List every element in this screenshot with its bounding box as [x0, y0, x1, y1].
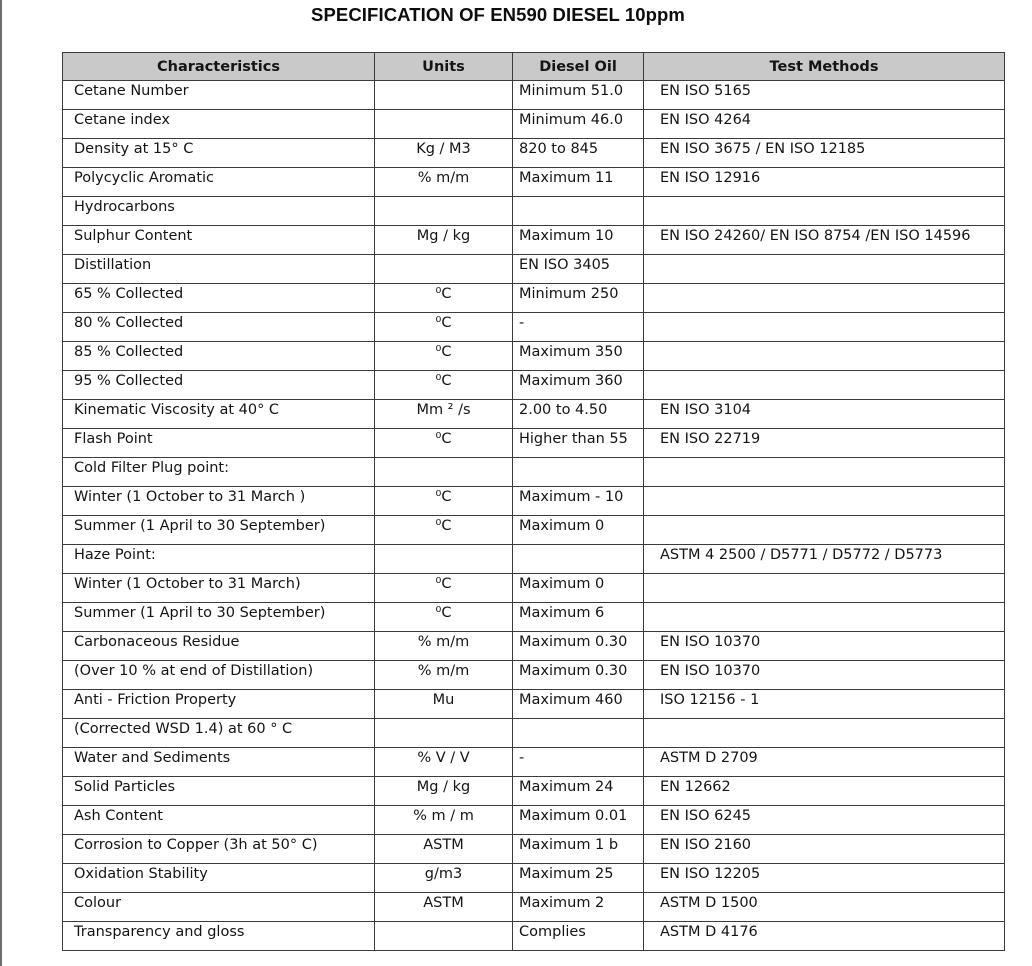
units-cell: % m/m — [375, 168, 513, 197]
table-row — [63, 719, 1005, 748]
characteristic-cell: Kinematic Viscosity at 40° C — [63, 400, 375, 429]
test-method-cell: ASTM 4 2500 / D5771 / D5772 / D5773 — [644, 545, 1005, 574]
test-method-cell — [644, 342, 1005, 371]
diesel-oil-cell: Maximum 2 — [513, 893, 644, 922]
table-row — [63, 603, 1005, 632]
test-method-cell: EN ISO 3104 — [644, 400, 1005, 429]
units-cell: ⁰C — [375, 371, 513, 400]
diesel-oil-cell: Maximum 0.30 — [513, 661, 644, 690]
table-row — [63, 893, 1005, 922]
diesel-oil-cell: Maximum 11 — [513, 168, 644, 197]
characteristic-cell: Corrosion to Copper (3h at 50° C) — [63, 835, 375, 864]
test-method-cell — [644, 255, 1005, 284]
test-method-cell: EN ISO 10370 — [644, 632, 1005, 661]
characteristic-cell: 85 % Collected — [63, 342, 375, 371]
units-cell: ⁰C — [375, 487, 513, 516]
units-cell: ASTM — [375, 893, 513, 922]
table-row — [63, 81, 1005, 110]
characteristic-cell: Summer (1 April to 30 September) — [63, 603, 375, 632]
table-row — [63, 458, 1005, 487]
units-cell: ⁰C — [375, 284, 513, 313]
units-cell — [375, 922, 513, 951]
diesel-oil-cell: Maximum 25 — [513, 864, 644, 893]
test-method-cell — [644, 487, 1005, 516]
table-row — [63, 342, 1005, 371]
table-body — [63, 81, 1005, 951]
units-cell — [375, 110, 513, 139]
test-method-cell: EN ISO 6245 — [644, 806, 1005, 835]
characteristic-cell: Summer (1 April to 30 September) — [63, 516, 375, 545]
header-characteristics: Characteristics — [63, 53, 375, 81]
characteristic-cell: Hydrocarbons — [63, 197, 375, 226]
page-edge-rule — [0, 0, 2, 966]
diesel-oil-cell — [513, 719, 644, 748]
specification-table — [62, 52, 1005, 951]
characteristic-cell: 80 % Collected — [63, 313, 375, 342]
test-method-cell: ISO 12156 - 1 — [644, 690, 1005, 719]
units-cell: ⁰C — [375, 313, 513, 342]
characteristic-cell: Cetane Number — [63, 81, 375, 110]
header-units: Units — [375, 53, 513, 81]
characteristic-cell: Distillation — [63, 255, 375, 284]
header-diesel-oil: Diesel Oil — [513, 53, 644, 81]
characteristic-cell: Winter (1 October to 31 March) — [63, 574, 375, 603]
units-cell: Kg / M3 — [375, 139, 513, 168]
units-cell: ⁰C — [375, 603, 513, 632]
test-method-cell — [644, 284, 1005, 313]
table-row — [63, 632, 1005, 661]
units-cell: ⁰C — [375, 342, 513, 371]
table-row — [63, 313, 1005, 342]
test-method-cell — [644, 516, 1005, 545]
diesel-oil-cell: Maximum 0.01 — [513, 806, 644, 835]
characteristic-cell: 95 % Collected — [63, 371, 375, 400]
table-row — [63, 139, 1005, 168]
test-method-cell — [644, 603, 1005, 632]
characteristic-cell: Oxidation Stability — [63, 864, 375, 893]
diesel-oil-cell — [513, 197, 644, 226]
table-row — [63, 806, 1005, 835]
units-cell: % m/m — [375, 632, 513, 661]
diesel-oil-cell: Maximum 10 — [513, 226, 644, 255]
characteristic-cell: Solid Particles — [63, 777, 375, 806]
test-method-cell: EN ISO 3675 / EN ISO 12185 — [644, 139, 1005, 168]
characteristic-cell: Haze Point: — [63, 545, 375, 574]
test-method-cell — [644, 458, 1005, 487]
units-cell: g/m3 — [375, 864, 513, 893]
diesel-oil-cell: - — [513, 748, 644, 777]
diesel-oil-cell: Minimum 51.0 — [513, 81, 644, 110]
diesel-oil-cell: Maximum 0 — [513, 516, 644, 545]
units-cell: Mm ² /s — [375, 400, 513, 429]
diesel-oil-cell: Maximum 1 b — [513, 835, 644, 864]
characteristic-cell: (Over 10 % at end of Distillation) — [63, 661, 375, 690]
table-row — [63, 371, 1005, 400]
units-cell — [375, 545, 513, 574]
characteristic-cell: 65 % Collected — [63, 284, 375, 313]
table-row — [63, 516, 1005, 545]
header-test-methods: Test Methods — [644, 53, 1005, 81]
units-cell: % m/m — [375, 661, 513, 690]
table-row — [63, 864, 1005, 893]
diesel-oil-cell: Maximum 24 — [513, 777, 644, 806]
characteristic-cell: Cetane index — [63, 110, 375, 139]
diesel-oil-cell: Maximum 6 — [513, 603, 644, 632]
units-cell: Mg / kg — [375, 226, 513, 255]
characteristic-cell: Transparency and gloss — [63, 922, 375, 951]
units-cell: Mu — [375, 690, 513, 719]
characteristic-cell: Winter (1 October to 31 March ) — [63, 487, 375, 516]
diesel-oil-cell: Minimum 250 — [513, 284, 644, 313]
test-method-cell: EN 12662 — [644, 777, 1005, 806]
diesel-oil-cell: EN ISO 3405 — [513, 255, 644, 284]
table-row — [63, 429, 1005, 458]
units-cell: Mg / kg — [375, 777, 513, 806]
table-row — [63, 545, 1005, 574]
table-row — [63, 255, 1005, 284]
characteristic-cell: Water and Sediments — [63, 748, 375, 777]
test-method-cell: ASTM D 2709 — [644, 748, 1005, 777]
diesel-oil-cell: Maximum 460 — [513, 690, 644, 719]
units-cell — [375, 719, 513, 748]
characteristic-cell: Ash Content — [63, 806, 375, 835]
test-method-cell — [644, 313, 1005, 342]
test-method-cell — [644, 197, 1005, 226]
units-cell — [375, 255, 513, 284]
table-row — [63, 777, 1005, 806]
characteristic-cell: (Corrected WSD 1.4) at 60 ° C — [63, 719, 375, 748]
table-row — [63, 197, 1005, 226]
diesel-oil-cell: 820 to 845 — [513, 139, 644, 168]
table-row — [63, 835, 1005, 864]
characteristic-cell: Flash Point — [63, 429, 375, 458]
test-method-cell: EN ISO 10370 — [644, 661, 1005, 690]
document-title: SPECIFICATION OF EN590 DIESEL 10ppm — [311, 4, 685, 25]
table-row — [63, 284, 1005, 313]
units-cell: % V / V — [375, 748, 513, 777]
diesel-oil-cell: Minimum 46.0 — [513, 110, 644, 139]
diesel-oil-cell: Maximum 0.30 — [513, 632, 644, 661]
characteristic-cell: Polycyclic Aromatic — [63, 168, 375, 197]
diesel-oil-cell: 2.00 to 4.50 — [513, 400, 644, 429]
diesel-oil-cell: Higher than 55 — [513, 429, 644, 458]
test-method-cell: EN ISO 4264 — [644, 110, 1005, 139]
units-cell: ⁰C — [375, 516, 513, 545]
test-method-cell — [644, 574, 1005, 603]
test-method-cell: ASTM D 4176 — [644, 922, 1005, 951]
test-method-cell: EN ISO 2160 — [644, 835, 1005, 864]
diesel-oil-cell: - — [513, 313, 644, 342]
characteristic-cell: Density at 15° C — [63, 139, 375, 168]
units-cell: ⁰C — [375, 429, 513, 458]
table-row — [63, 748, 1005, 777]
table-row — [63, 661, 1005, 690]
characteristic-cell: Colour — [63, 893, 375, 922]
test-method-cell — [644, 371, 1005, 400]
table-row — [63, 487, 1005, 516]
test-method-cell: EN ISO 24260/ EN ISO 8754 /EN ISO 14596 — [644, 226, 1005, 255]
units-cell: % m / m — [375, 806, 513, 835]
table-row — [63, 574, 1005, 603]
table-row — [63, 400, 1005, 429]
units-cell — [375, 197, 513, 226]
diesel-oil-cell: Maximum 0 — [513, 574, 644, 603]
test-method-cell: ASTM D 1500 — [644, 893, 1005, 922]
units-cell: ⁰C — [375, 574, 513, 603]
units-cell — [375, 458, 513, 487]
table-header-row — [63, 53, 1005, 81]
diesel-oil-cell: Maximum - 10 — [513, 487, 644, 516]
table-row — [63, 110, 1005, 139]
diesel-oil-cell: Maximum 350 — [513, 342, 644, 371]
characteristic-cell: Carbonaceous Residue — [63, 632, 375, 661]
test-method-cell: EN ISO 22719 — [644, 429, 1005, 458]
diesel-oil-cell: Complies — [513, 922, 644, 951]
test-method-cell: EN ISO 5165 — [644, 81, 1005, 110]
test-method-cell: EN ISO 12916 — [644, 168, 1005, 197]
diesel-oil-cell — [513, 458, 644, 487]
units-cell: ASTM — [375, 835, 513, 864]
characteristic-cell: Anti - Friction Property — [63, 690, 375, 719]
table-row — [63, 690, 1005, 719]
table-row — [63, 226, 1005, 255]
characteristic-cell: Sulphur Content — [63, 226, 375, 255]
diesel-oil-cell: Maximum 360 — [513, 371, 644, 400]
test-method-cell — [644, 719, 1005, 748]
table-row — [63, 922, 1005, 951]
characteristic-cell: Cold Filter Plug point: — [63, 458, 375, 487]
test-method-cell: EN ISO 12205 — [644, 864, 1005, 893]
table-row — [63, 168, 1005, 197]
diesel-oil-cell — [513, 545, 644, 574]
units-cell — [375, 81, 513, 110]
